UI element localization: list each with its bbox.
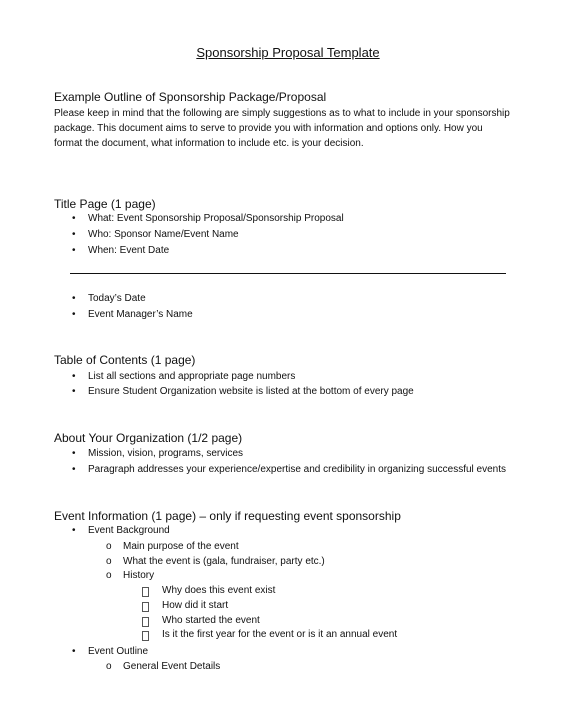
bullet-icon: • (72, 371, 76, 382)
bullet-icon: • (72, 464, 76, 475)
intro-line: format the document, what information to include etc. is your decision. (54, 138, 364, 149)
title-page-heading: Title Page (1 page) (54, 197, 156, 211)
bullet-icon: • (72, 213, 76, 224)
about-heading: About Your Organization (1/2 page) (54, 431, 243, 445)
document-page: Sponsorship Proposal Template Example Outline of Sponsorship Package/Proposal Please keep in mind that the following are simply suggestions as to what to include in your sponsorship package. This document aims to serve to provide you with information and options only. How you format the document, what information to include etc. is your decision. Title Page (1 page) • What: Event Sponsorship Proposal/Sponsorship Proposal • Who: Sponsor Name/Event Name • When: Event Date • Today’s Date • Event Manager’s Name Table of Contents (1 page) • List all sections and appropriate page numbers • Ensure Student Organization website is listed at the bottom of every page About Your Organization (1/2 page) • Mission, vision, programs, services • Paragraph addresses your experience/expertise and credibility in organizing successful events Event Information (1 page) – only if requesting event sponsorship • Event Background o Main purpose of the event o What the event is (gala, fundraiser, party etc.) o History Why does this event exist How did it start Who started the event Is it the first year for the event or is it an annual event • Event Outline o General Event Details (0, 0, 570, 706)
event-info-heading: Event Information (1 page) – only if requesting event sponsorship (54, 509, 401, 523)
square-bullet-icon (142, 602, 149, 612)
square-bullet-icon (142, 617, 149, 627)
bullet-icon: • (72, 386, 76, 397)
square-bullet-icon (142, 631, 149, 641)
intro-heading: Example Outline of Sponsorship Package/Proposal (54, 90, 327, 104)
bullet-icon: • (72, 229, 76, 240)
circle-bullet-icon: o (106, 570, 112, 581)
horizontal-rule (70, 273, 506, 274)
bullet-icon: • (72, 448, 76, 459)
bullet-icon: • (72, 293, 76, 304)
intro-paragraph (54, 106, 544, 151)
square-bullet-icon (142, 587, 149, 597)
toc-heading: Table of Contents (1 page) (54, 353, 196, 367)
circle-bullet-icon: o (106, 556, 112, 567)
bullet-icon: • (72, 245, 76, 256)
bullet-icon: • (72, 525, 76, 536)
bullet-icon: • (72, 309, 76, 320)
intro-line: Please keep in mind that the following are simply suggestions as to what to include in your sponsorship (54, 108, 510, 119)
circle-bullet-icon: o (106, 661, 112, 672)
bullet-icon: • (72, 646, 76, 657)
document-title: Sponsorship Proposal Template (196, 45, 380, 60)
circle-bullet-icon: o (106, 541, 112, 552)
intro-line: package. This document aims to serve to provide you with information and options only. How you (54, 123, 483, 134)
